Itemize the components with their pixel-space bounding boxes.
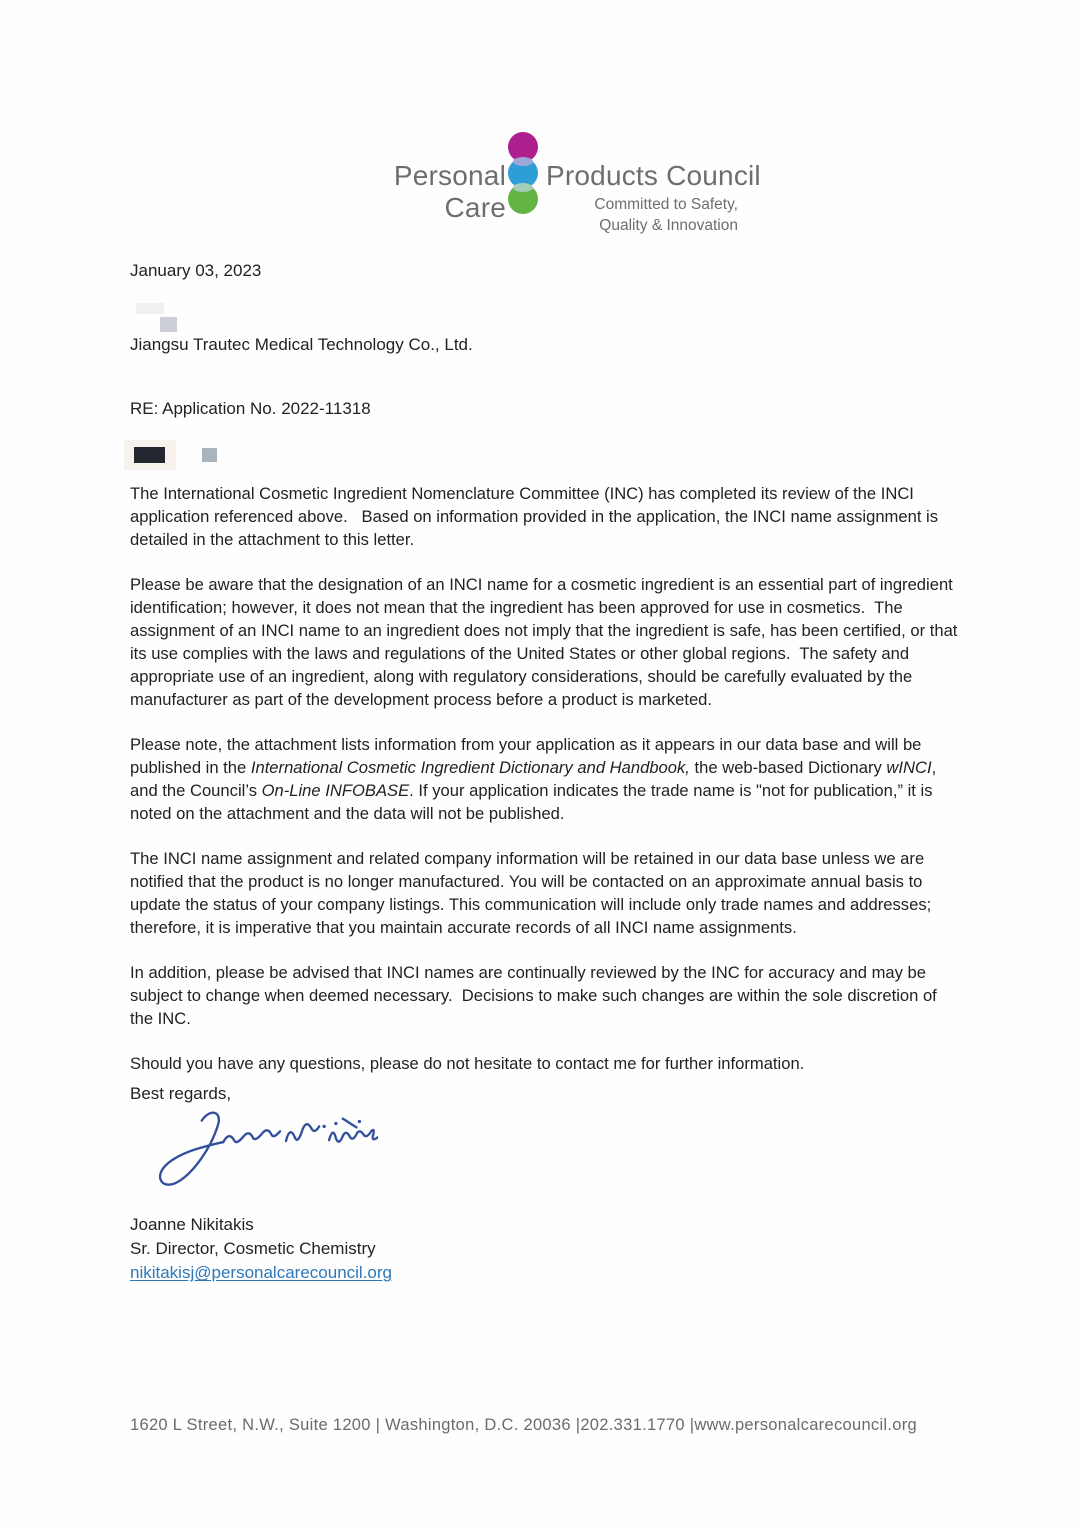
redaction-block-black [134,447,165,463]
signer-title: Sr. Director, Cosmetic Chemistry [130,1239,376,1258]
signer-block [130,1213,392,1285]
closing-salutation: Best regards, [130,1084,232,1103]
footer-address-line: 1620 L Street, N.W., Suite 1200 | Washington, D.C. 20036 |202.331.1770 |www.personalcarecouncil.org [130,1416,918,1434]
logo-tagline-line1: Committed to Safety, [594,196,738,213]
letter-paragraph: In addition, please be advised that INCI names are continually reviewed by the INC for accuracy and may be subject to change when deemed necessary. Decisions to make such changes are within the sole discretion of the INC. [130,963,942,1028]
logo-text-personal-care: Personal Care [393,160,506,223]
letter-paragraph: Please note, the attachment lists information from your application as it appears in our data base and will be published in the International Cosmetic Ingredient Dictionary and Handbook, the web-based Dictionary wINCI, and the Council’s On-Line INFOBASE. If your application indicates the trade name is "not for publication,” it is noted on the attachment and the data will not be published. [130,735,941,823]
signer-email-link[interactable]: nikitakisj@personalcarecouncil.org [130,1263,392,1282]
logo-circle-overlap-bottom [513,183,533,192]
letter-paragraph: Should you have any questions, please do not hesitate to contact me for further information. [130,1054,805,1073]
redaction-mark-faint [136,303,164,314]
logo-tagline [546,194,738,236]
signature-strokes-icon [143,1096,378,1196]
letter-paragraph: Please be aware that the designation of an INCI name for a cosmetic ingredient is an essential part of ingredient identification; however, it does not mean that the ingredient has been approved for use in cosmetics. The assignment of an INCI name to an ingredient does not imply that the ingredient is safe, has been certified, or that its use complies with the laws and regulations of the United States or other global regions. The safety and appropriate use of an ingredient, along with regulatory considerations, should be carefully evaluated by the manufacturer as part of the development process before a product is marketed. [130,575,963,709]
logo-circles-icon [508,132,538,218]
logo-circle-overlap-top [513,157,533,166]
letter-paragraph: The International Cosmetic Ingredient Nomenclature Committee (INC) has completed its review of the INCI application referenced above. Based on information provided in the application, the INCI name assignment is detailed in the attachment to this letter. [130,484,943,549]
pcpc-logo [338,128,761,240]
redaction-mark-gray [160,317,177,332]
letter-date: January 03, 2023 [130,261,262,280]
letter-body [130,482,962,1097]
recipient-company: Jiangsu Trautec Medical Technology Co., Ltd. [130,335,473,354]
signer-name: Joanne Nikitakis [130,1215,254,1234]
signature-image [143,1096,378,1196]
logo-tagline-line2: Quality & Innovation [599,217,738,234]
logo-text-products-council: Products Council [546,160,761,191]
redaction-block-gray [202,448,217,462]
re-subject-line: RE: Application No. 2022-11318 [130,399,371,418]
letter-paragraph: The INCI name assignment and related company information will be retained in our data base unless we are notified that the product is no longer manufactured. You will be contacted on an approximate annual basis to update the status of your company listings. This communication will include only trade names and addresses; therefore, it is imperative that you maintain accurate records of all INCI name assignments. [130,849,936,937]
